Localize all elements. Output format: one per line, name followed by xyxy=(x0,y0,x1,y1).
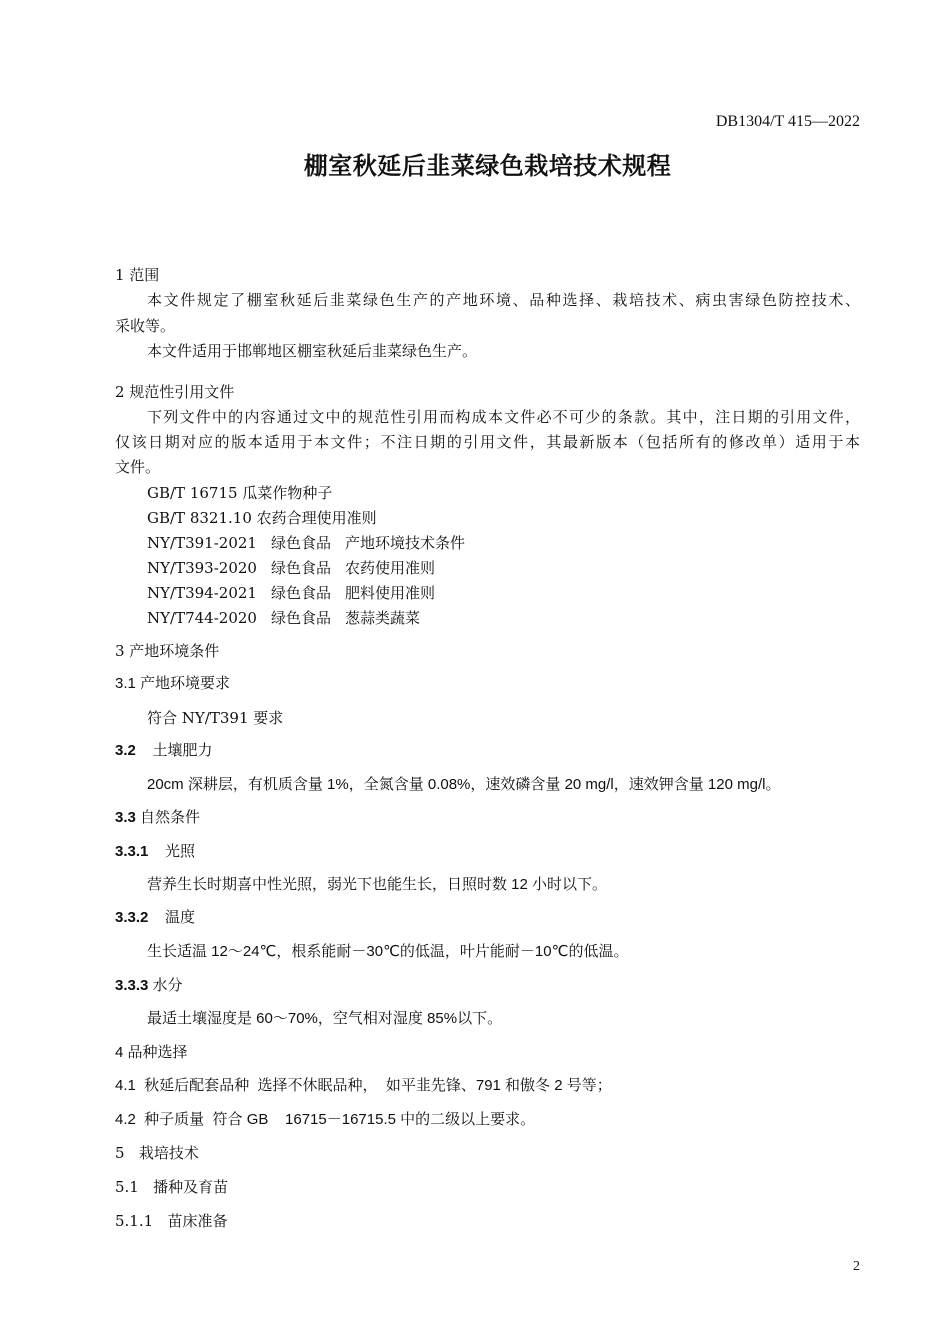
ref-code: GB/T 8321.10 xyxy=(147,509,252,527)
paragraph: 20cm 深耕层，有机质含量 1%，全氮含量 0.08%，速效磷含量 20 mg/l，速效钾含量 120 mg/l。 xyxy=(147,776,781,793)
ref-name: 葱蒜类蔬菜 xyxy=(344,609,420,627)
section-title: 自然条件 xyxy=(140,809,201,826)
paragraph-line: 文件。 xyxy=(115,458,161,476)
reference-item xyxy=(147,508,377,528)
section-number: 3.3.1 xyxy=(115,843,149,860)
section-3-heading: 3 产地环境条件 xyxy=(115,642,220,660)
reference-item xyxy=(147,533,465,553)
section-5-1-heading: 5.1 播种及育苗 xyxy=(115,1178,229,1196)
paragraph-line: 采收等。 xyxy=(115,317,176,335)
section-number: 3.3 xyxy=(115,809,136,826)
reference-item xyxy=(147,558,435,578)
section-1-heading: 1 范围 xyxy=(115,266,160,284)
section-3-3-3-heading xyxy=(115,976,183,996)
section-3-1-heading xyxy=(115,674,230,694)
ref-category: 绿色食品 xyxy=(270,584,331,602)
ref-category: 绿色食品 xyxy=(270,609,331,627)
section-5-heading: 5 栽培技术 xyxy=(115,1144,199,1162)
ref-name: 农药使用准则 xyxy=(344,559,435,577)
section-number: 3.3.2 xyxy=(115,909,149,926)
section-number: 3.2 xyxy=(115,742,136,759)
paragraph-line: 本文件规定了棚室秋延后韭菜绿色生产的产地环境、品种选择、栽培技术、病虫害绿色防控技术、 xyxy=(147,291,860,309)
paragraph: 符合 NY/T391 要求 xyxy=(147,709,284,727)
page-number: 2 xyxy=(853,1259,860,1274)
paragraph: 最适土壤湿度是 60～70%，空气相对湿度 85%以下。 xyxy=(147,1010,503,1027)
ref-category: 绿色食品 xyxy=(270,534,331,552)
section-number: 3.1 xyxy=(115,675,136,692)
reference-item xyxy=(147,608,420,628)
section-3-3-1-heading xyxy=(115,842,195,862)
section-2-heading: 2 规范性引用文件 xyxy=(115,383,235,401)
ref-name: 产地环境技术条件 xyxy=(344,534,465,552)
paragraph: 营养生长时期喜中性光照，弱光下也能生长，日照时数 12 小时以下。 xyxy=(147,876,608,893)
ref-category: 绿色食品 xyxy=(270,559,331,577)
section-5-1-1-heading: 5.1.1 苗床准备 xyxy=(115,1212,228,1230)
paragraph-line: 下列文件中的内容通过文中的规范性引用而构成本文件必不可少的条款。其中，注日期的引用文件， xyxy=(147,408,860,426)
section-number: 3.3.3 xyxy=(115,977,149,994)
section-title: 土壤肥力 xyxy=(152,742,213,759)
reference-item xyxy=(147,483,332,503)
ref-code: NY/T744-2020 xyxy=(147,609,257,627)
section-3-3-heading xyxy=(115,808,200,828)
ref-name: 肥料使用准则 xyxy=(344,584,435,602)
paragraph: 生长适温 12～24℃，根系能耐－30℃的低温，叶片能耐－10℃的低温。 xyxy=(147,943,629,960)
section-4-heading: 4 品种选择 xyxy=(115,1044,188,1061)
document-code: DB1304/T 415—2022 xyxy=(715,113,860,130)
section-title: 光照 xyxy=(165,843,196,860)
document-title: 棚室秋延后韭菜绿色栽培技术规程 xyxy=(303,152,672,180)
section-title: 温度 xyxy=(165,909,196,926)
section-3-2-heading xyxy=(115,741,213,761)
ref-code: GB/T 16715 xyxy=(147,484,238,502)
reference-item xyxy=(147,583,435,603)
section-title: 水分 xyxy=(152,977,183,994)
section-title: 产地环境要求 xyxy=(140,675,231,692)
section-4-1: 4.1 秋延后配套品种 选择不休眠品种， 如平韭先锋、791 和傲冬 2 号等； xyxy=(115,1077,612,1094)
ref-code: NY/T393-2020 xyxy=(147,559,257,577)
ref-name: 瓜菜作物种子 xyxy=(242,484,333,502)
ref-code: NY/T391-2021 xyxy=(147,534,257,552)
section-3-3-2-heading xyxy=(115,908,195,928)
ref-name: 农药合理使用准则 xyxy=(256,509,377,527)
ref-code: NY/T394-2021 xyxy=(147,584,257,602)
paragraph: 本文件适用于邯郸地区棚室秋延后韭菜绿色生产。 xyxy=(147,342,478,360)
section-4-2: 4.2 种子质量 符合 GB 16715－16715.5 中的二级以上要求。 xyxy=(115,1111,536,1128)
paragraph-line: 仅该日期对应的版本适用于本文件；不注日期的引用文件，其最新版本（包括所有的修改单）适用于本 xyxy=(115,433,860,451)
